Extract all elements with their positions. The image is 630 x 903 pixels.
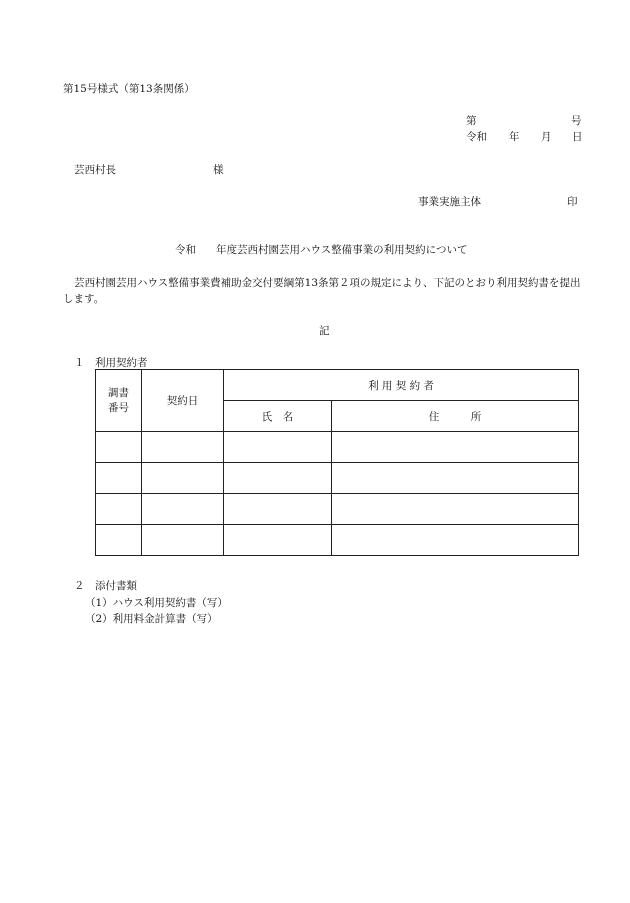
- date-cell[interactable]: [142, 463, 224, 494]
- survey-cell[interactable]: [96, 494, 142, 525]
- attachment-item-1: （1）ハウス利用契約書（写）: [85, 597, 228, 609]
- table-row: [96, 463, 579, 494]
- applicant-label: 事業実施主体: [418, 196, 481, 208]
- body-line-2: します。: [63, 293, 105, 305]
- survey-cell[interactable]: [96, 525, 142, 556]
- body-line-1: 芸西村園芸用ハウス整備事業費補助金交付要綱第13条第２項の規定により、下記のとおり利用契約書を提出: [74, 277, 581, 289]
- applicant-seal: 印: [567, 196, 578, 208]
- table-row: [96, 432, 579, 463]
- table-row: [96, 525, 579, 556]
- addressee-name: 芸西村長: [74, 164, 116, 176]
- survey-cell[interactable]: [96, 463, 142, 494]
- table-row: [96, 494, 579, 525]
- survey-cell[interactable]: [96, 432, 142, 463]
- section-2-title: ２ 添付書類: [74, 580, 137, 592]
- address-cell[interactable]: [332, 432, 579, 463]
- contract-date-header: 契約日: [142, 370, 224, 432]
- date-year: 年: [509, 131, 520, 143]
- ki-heading: 記: [319, 325, 330, 337]
- address-cell[interactable]: [332, 525, 579, 556]
- subject-text: 年度芸西村園芸用ハウス整備事業の利用契約について: [216, 244, 468, 256]
- addressee-honorific: 様: [213, 164, 224, 176]
- doc-number-suffix: 号: [571, 115, 582, 127]
- date-month: 月: [541, 131, 552, 143]
- survey-number-header: [96, 370, 142, 432]
- address-cell[interactable]: [332, 494, 579, 525]
- date-era: 令和: [466, 131, 487, 143]
- doc-number-prefix: 第: [466, 115, 477, 127]
- name-cell[interactable]: [224, 463, 332, 494]
- date-cell[interactable]: [142, 525, 224, 556]
- address-cell[interactable]: [332, 463, 579, 494]
- attachment-item-2: （2）利用料金計算書（写）: [85, 613, 218, 625]
- name-cell[interactable]: [224, 432, 332, 463]
- name-cell[interactable]: [224, 525, 332, 556]
- date-cell[interactable]: [142, 494, 224, 525]
- name-header: 氏 名: [224, 401, 332, 432]
- contractor-header: 利 用 契 約 者: [224, 370, 579, 401]
- name-cell[interactable]: [224, 494, 332, 525]
- section-1-title: １ 利用契約者: [74, 357, 148, 369]
- subject-era: 令和: [175, 244, 196, 256]
- survey-header-line-1: 調書: [108, 386, 129, 399]
- contractor-table: [95, 369, 579, 556]
- address-header: 住 所: [332, 401, 579, 432]
- date-day: 日: [572, 131, 583, 143]
- date-cell[interactable]: [142, 432, 224, 463]
- survey-header-line-2: 番号: [108, 401, 129, 414]
- form-number: 第15号様式（第13条関係）: [63, 83, 195, 95]
